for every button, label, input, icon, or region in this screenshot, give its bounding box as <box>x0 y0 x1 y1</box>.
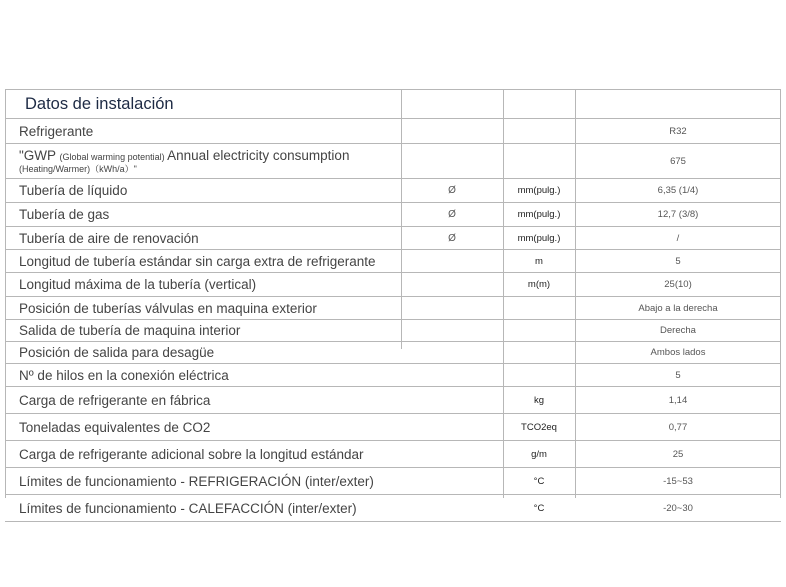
row-symbol <box>401 144 503 178</box>
diameter-icon: Ø <box>448 209 456 220</box>
table-row <box>5 364 781 387</box>
table-row <box>5 273 781 297</box>
table-row <box>5 203 781 227</box>
row-unit: °C <box>533 502 545 514</box>
gwp-quote: "GWP <box>19 148 60 164</box>
row-unit: m <box>535 255 543 267</box>
gwp-unit-note: (Heating/Warmer)（kWh/a）" <box>19 163 137 174</box>
row-label: Posición de tuberías válvulas en maquina exterior <box>19 300 317 316</box>
row-unit: m(m) <box>527 279 551 290</box>
row-value: 1,14 <box>668 394 688 406</box>
row-label: Carga de refrigerante adicional sobre la longitud estándar <box>19 446 364 462</box>
row-label: Carga de refrigerante en fábrica <box>19 392 211 408</box>
row-symbol <box>401 387 503 413</box>
row-unit: mm(pulg.) <box>517 209 561 220</box>
table-row <box>5 387 781 414</box>
row-label: Longitud máxima de la tubería (vertical) <box>19 277 257 292</box>
diameter-icon: Ø <box>448 185 456 196</box>
diameter-icon: Ø <box>448 232 456 244</box>
gwp-subtitle: (Global warming potential) <box>59 152 168 163</box>
table-row <box>5 179 781 203</box>
row-value: R32 <box>669 125 687 137</box>
row-symbol <box>401 342 503 363</box>
row-unit: TCO2eq <box>521 421 557 433</box>
row-label: Límites de funcionamiento - REFRIGERACIÓN (inter/exter) <box>19 473 374 489</box>
row-unit <box>503 119 575 143</box>
row-label: Posición de salida para desagüe <box>19 345 215 360</box>
row-unit: mm(pulg.) <box>517 185 561 196</box>
table-row <box>5 119 781 144</box>
row-value: 12,7 (3/8) <box>657 209 699 220</box>
installation-data-table <box>5 89 781 522</box>
row-label: Refrigerante <box>19 123 94 139</box>
table-header-row <box>5 90 781 119</box>
row-label <box>5 144 401 178</box>
table-border-right <box>780 89 781 498</box>
table-row <box>5 441 781 468</box>
row-label: Tubería de gas <box>19 207 110 222</box>
row-symbol <box>401 297 503 319</box>
row-unit <box>503 297 575 319</box>
row-symbol <box>401 119 503 143</box>
row-symbol <box>401 495 503 521</box>
row-symbol <box>401 468 503 494</box>
gwp-label: Annual electricity consumption <box>167 148 350 164</box>
row-value: 675 <box>670 155 686 167</box>
column-divider <box>503 89 504 498</box>
row-symbol <box>401 250 503 272</box>
table-row <box>5 342 781 364</box>
row-label: Tubería de aire de renovación <box>19 230 199 246</box>
row-value: -15~53 <box>663 475 693 487</box>
table-row <box>5 297 781 320</box>
row-symbol <box>401 414 503 440</box>
table-row <box>5 320 781 342</box>
row-label: Longitud de tubería estándar sin carga extra de refrigerante <box>19 253 376 269</box>
row-value: Derecha <box>660 325 696 336</box>
column-divider <box>575 89 576 498</box>
table-row <box>5 495 781 522</box>
row-value: Abajo a la derecha <box>638 302 718 314</box>
row-symbol <box>401 320 503 341</box>
row-value: Ambos lados <box>650 347 706 358</box>
row-label: Toneladas equivalentes de CO2 <box>19 419 211 435</box>
row-value: 0,77 <box>668 421 688 433</box>
row-unit: g/m <box>531 448 547 460</box>
row-symbol <box>401 364 503 386</box>
row-value: 5 <box>675 369 681 381</box>
row-value: 25 <box>672 448 684 460</box>
table-row <box>5 250 781 273</box>
row-label: Límites de funcionamiento - CALEFACCIÓN (inter/exter) <box>19 500 357 516</box>
row-label: Nº de hilos en la conexión eléctrica <box>19 367 229 383</box>
table-row <box>5 414 781 441</box>
row-symbol <box>401 441 503 467</box>
row-value: / <box>676 232 680 244</box>
table-title: Datos de instalación <box>25 94 174 113</box>
row-label: Salida de tubería de maquina interior <box>19 323 241 338</box>
column-divider <box>401 89 402 349</box>
table-row <box>5 227 781 250</box>
row-unit <box>503 144 575 178</box>
row-label: Tubería de líquido <box>19 183 128 198</box>
row-unit: mm(pulg.) <box>517 232 561 244</box>
table-row <box>5 144 781 179</box>
table-border-left <box>5 89 6 498</box>
row-symbol <box>401 273 503 296</box>
row-value: 25(10) <box>664 279 692 290</box>
row-unit: kg <box>533 394 545 406</box>
row-value: 5 <box>675 255 681 267</box>
row-unit <box>503 364 575 386</box>
row-value: 6,35 (1/4) <box>657 185 699 196</box>
table-row <box>5 468 781 495</box>
row-unit: °C <box>533 475 545 487</box>
row-value: -20~30 <box>663 502 693 514</box>
row-unit <box>503 320 575 341</box>
row-unit <box>503 342 575 363</box>
